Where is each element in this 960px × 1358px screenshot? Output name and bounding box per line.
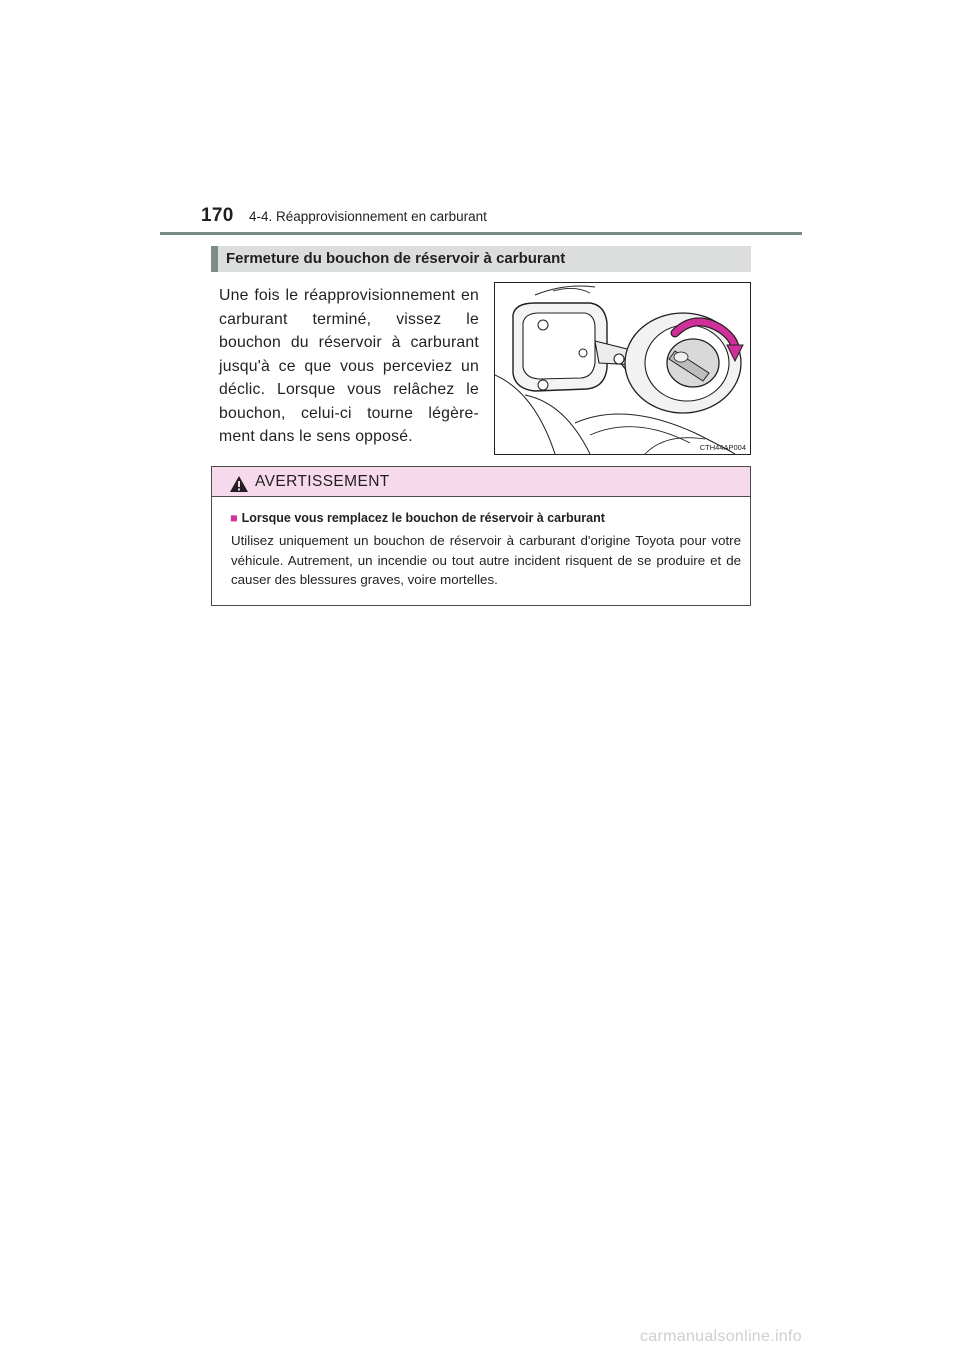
figure-code: CTH44AP004 — [699, 443, 746, 452]
warning-title: AVERTISSEMENT — [255, 473, 390, 490]
fuel-cap-drawing — [495, 283, 750, 454]
subsection-title-bar — [211, 246, 751, 272]
warning-item-heading — [230, 511, 605, 525]
page-number: 170 — [201, 205, 234, 226]
footer-watermark: carmanualsonline.info — [640, 1328, 802, 1345]
fuel-cap-illustration — [494, 282, 751, 455]
warning-box — [211, 466, 751, 606]
warning-triangle-icon — [229, 475, 249, 493]
body-paragraph: Une fois le réapprovisionnement en carburant terminé, vissez le bouchon du réservoir à carburant jusqu'à ce que vous perceviez un déclic. Lorsque vous relâchez le bouchon, celui-ci tourne légère-ment dans le sens opposé. — [219, 287, 479, 445]
pink-square-bullet-icon: ■ — [230, 511, 238, 525]
section-header: 4-4. Réapprovisionnement en carburant — [249, 209, 487, 224]
subsection-title: Fermeture du bouchon de réservoir à carburant — [226, 250, 566, 267]
warning-item-title: Lorsque vous remplacez le bouchon de réservoir à carburant — [241, 511, 605, 525]
warning-header — [212, 467, 750, 497]
header-rule — [160, 232, 802, 235]
warning-item-text: Utilisez uniquement un bouchon de réservoir à carburant d'origine Toyota pour votre véhicule. Autrement, un incendie ou tout autre incident risquent de se produire et de causer des blessures graves, voire mortelles. — [231, 533, 741, 587]
